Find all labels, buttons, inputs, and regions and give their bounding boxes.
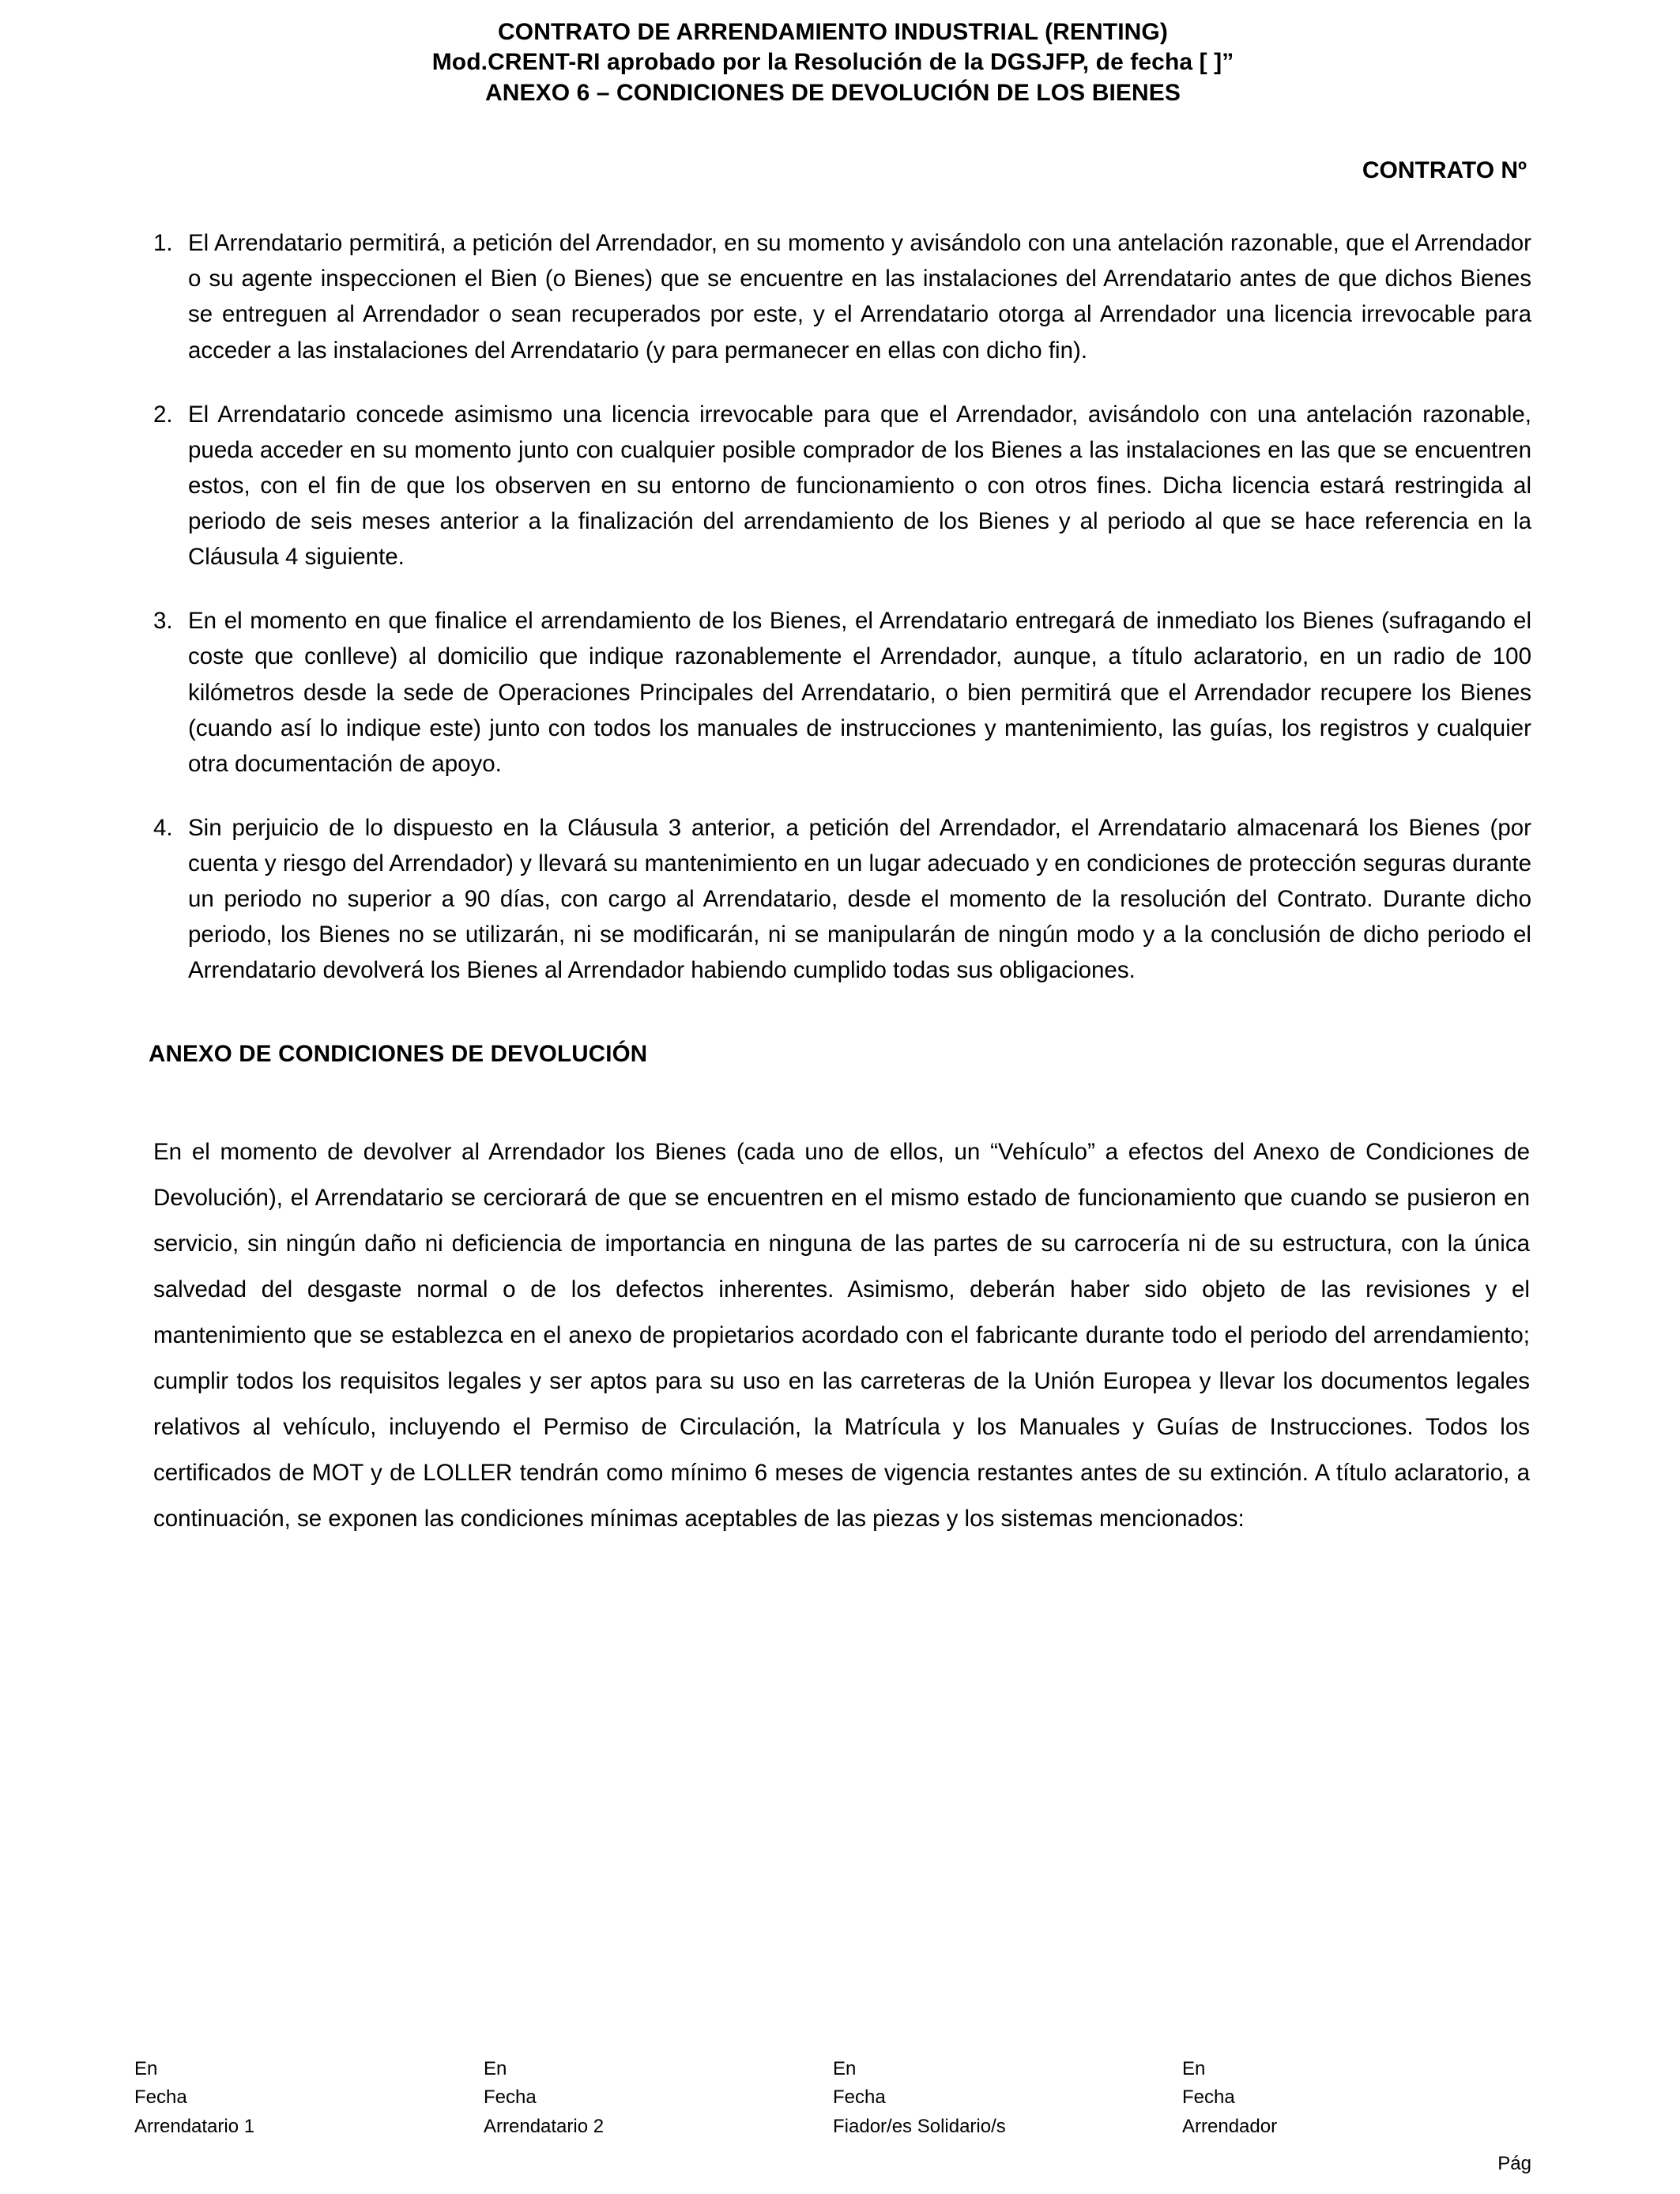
document-title-line-3: ANEXO 6 – CONDICIONES DE DEVOLUCIÓN DE LOS BIENES	[484, 79, 1181, 106]
clause-number: 3.	[153, 608, 173, 635]
signature-place-label: En	[833, 2058, 857, 2079]
signature-date-label: Fecha	[833, 2087, 886, 2109]
clause-text: El Arrendatario permitirá, a petición del Arrendador, en su momento y avisándolo con una antelación razonable, que el Arrendador o su agente inspeccionen el Bien (o Bienes) que se encuentre en las instalaciones del Arrendatario antes de que dichos Bienes se entreguen al Arrendador o sean recuperados por este, y el Arrendatario otorga al Arrendador una licencia irrevocable para acceder a las instalaciones del Arrendatario (y para permanecer en ellas con dicho fin).	[188, 230, 1531, 364]
clause-item	[134, 603, 1531, 782]
signature-date-label: Fecha	[134, 2087, 187, 2109]
signature-column-lessor	[1182, 2055, 1531, 2141]
signature-role-label: Fiador/es Solidario/s	[833, 2115, 1006, 2137]
contract-number-label: CONTRATO Nº	[1362, 157, 1527, 184]
clause-number: 4.	[153, 814, 173, 841]
signature-role-label: Arrendatario 2	[484, 2115, 605, 2137]
signature-column-lessee-2	[484, 2055, 833, 2141]
document-title-line-2: Mod.CRENT-RI aprobado por la Resolución de la DGSJFP, de fecha [ ]”	[431, 49, 1234, 76]
signature-column-lessee-1	[134, 2055, 484, 2141]
signature-block	[134, 2055, 1531, 2141]
clause-number: 1.	[153, 230, 173, 257]
signature-role-label: Arrendatario 1	[134, 2115, 255, 2137]
clause-item	[134, 810, 1531, 989]
annex-paragraph: En el momento de devolver al Arrendador los Bienes (cada uno de ellos, un “Vehículo” a efectos del Anexo de Condiciones de Devolución), el Arrendatario se cerciorará de que se encuentren en el mismo estado de funcionamiento que cuando se pusieron en servicio, sin ningún daño ni deficiencia de importancia en ninguna de las partes de su carrocería ni de su estructura, con la única salvedad del desgaste normal o de los defectos inherentes. Asimismo, deberán haber sido objeto de las revisiones y el mantenimiento que se establezca en el anexo de propietarios acordado con el fabricante durante todo el periodo del arrendamiento; cumplir todos los requisitos legales y ser aptos para su uso en las carreteras de la Unión Europea y llevar los documentos legales relativos al vehículo, incluyendo el Permiso de Circulación, la Matrícula y los Manuales y Guías de Instrucciones. Todos los certificados de MOT y de LOLLER tendrán como mínimo 6 meses de vigencia restantes antes de su extinción. A título aclaratorio, a continuación, se exponen las condiciones mínimas aceptables de las piezas y los sistemas mencionados:	[153, 1138, 1530, 1532]
document-title-line-1: CONTRATO DE ARRENDAMIENTO INDUSTRIAL (RENTING)	[498, 19, 1168, 45]
signature-place-label: En	[484, 2058, 507, 2079]
signature-place-label: En	[1182, 2058, 1206, 2079]
annex-section-heading: ANEXO DE CONDICIONES DE DEVOLUCIÓN	[149, 1040, 648, 1067]
signature-place-label: En	[134, 2058, 158, 2079]
clause-list	[134, 225, 1531, 988]
clause-text: En el momento en que finalice el arrendamiento de los Bienes, el Arrendatario entregará de inmediato los Bienes (sufragando el coste que conlleve) al domicilio que indique razonablemente el Arrendador, aunque, a título aclaratorio, en un radio de 100 kilómetros desde la sede de Operaciones Principales del Arrendatario, o bien permitirá que el Arrendador recupere los Bienes (cuando así lo indique este) junto con todos los manuales de instrucciones y mantenimiento, las guías, los registros y cualquier otra documentación de apoyo.	[188, 608, 1531, 777]
signature-role-label: Arrendador	[1182, 2115, 1278, 2137]
clause-item	[134, 397, 1531, 575]
signature-date-label: Fecha	[1182, 2087, 1235, 2109]
clause-number: 2.	[153, 401, 173, 428]
clause-item	[134, 225, 1531, 368]
signature-column-guarantor	[833, 2055, 1182, 2141]
document-header	[134, 17, 1531, 108]
clause-text: El Arrendatario concede asimismo una licencia irrevocable para que el Arrendador, avisándolo con una antelación razonable, pueda acceder en su momento junto con cualquier posible comprador de los Bienes a las instalaciones en las que se encuentren estos, con el fin de que los observen en su entorno de funcionamiento o con otros fines. Dicha licencia estará restringida al periodo de seis meses anterior a la finalización del arrendamiento de los Bienes y al periodo al que se hace referencia en la Cláusula 4 siguiente.	[188, 401, 1531, 571]
signature-date-label: Fecha	[484, 2087, 537, 2109]
page-number-footer: Pág	[1497, 2153, 1531, 2174]
clause-text: Sin perjuicio de lo dispuesto en la Cláusula 3 anterior, a petición del Arrendador, el Arrendatario almacenará los Bienes (por cuenta y riesgo del Arrendador) y llevará su mantenimiento en un lugar adecuado y en condiciones de protección seguras durante un periodo no superior a 90 días, con cargo al Arrendatario, desde el momento de la resolución del Contrato. Durante dicho periodo, los Bienes no se utilizarán, ni se modificarán, ni se manipularán de ningún modo y a la conclusión de dicho periodo el Arrendatario devolverá los Bienes al Arrendador habiendo cumplido todas sus obligaciones.	[188, 814, 1531, 984]
